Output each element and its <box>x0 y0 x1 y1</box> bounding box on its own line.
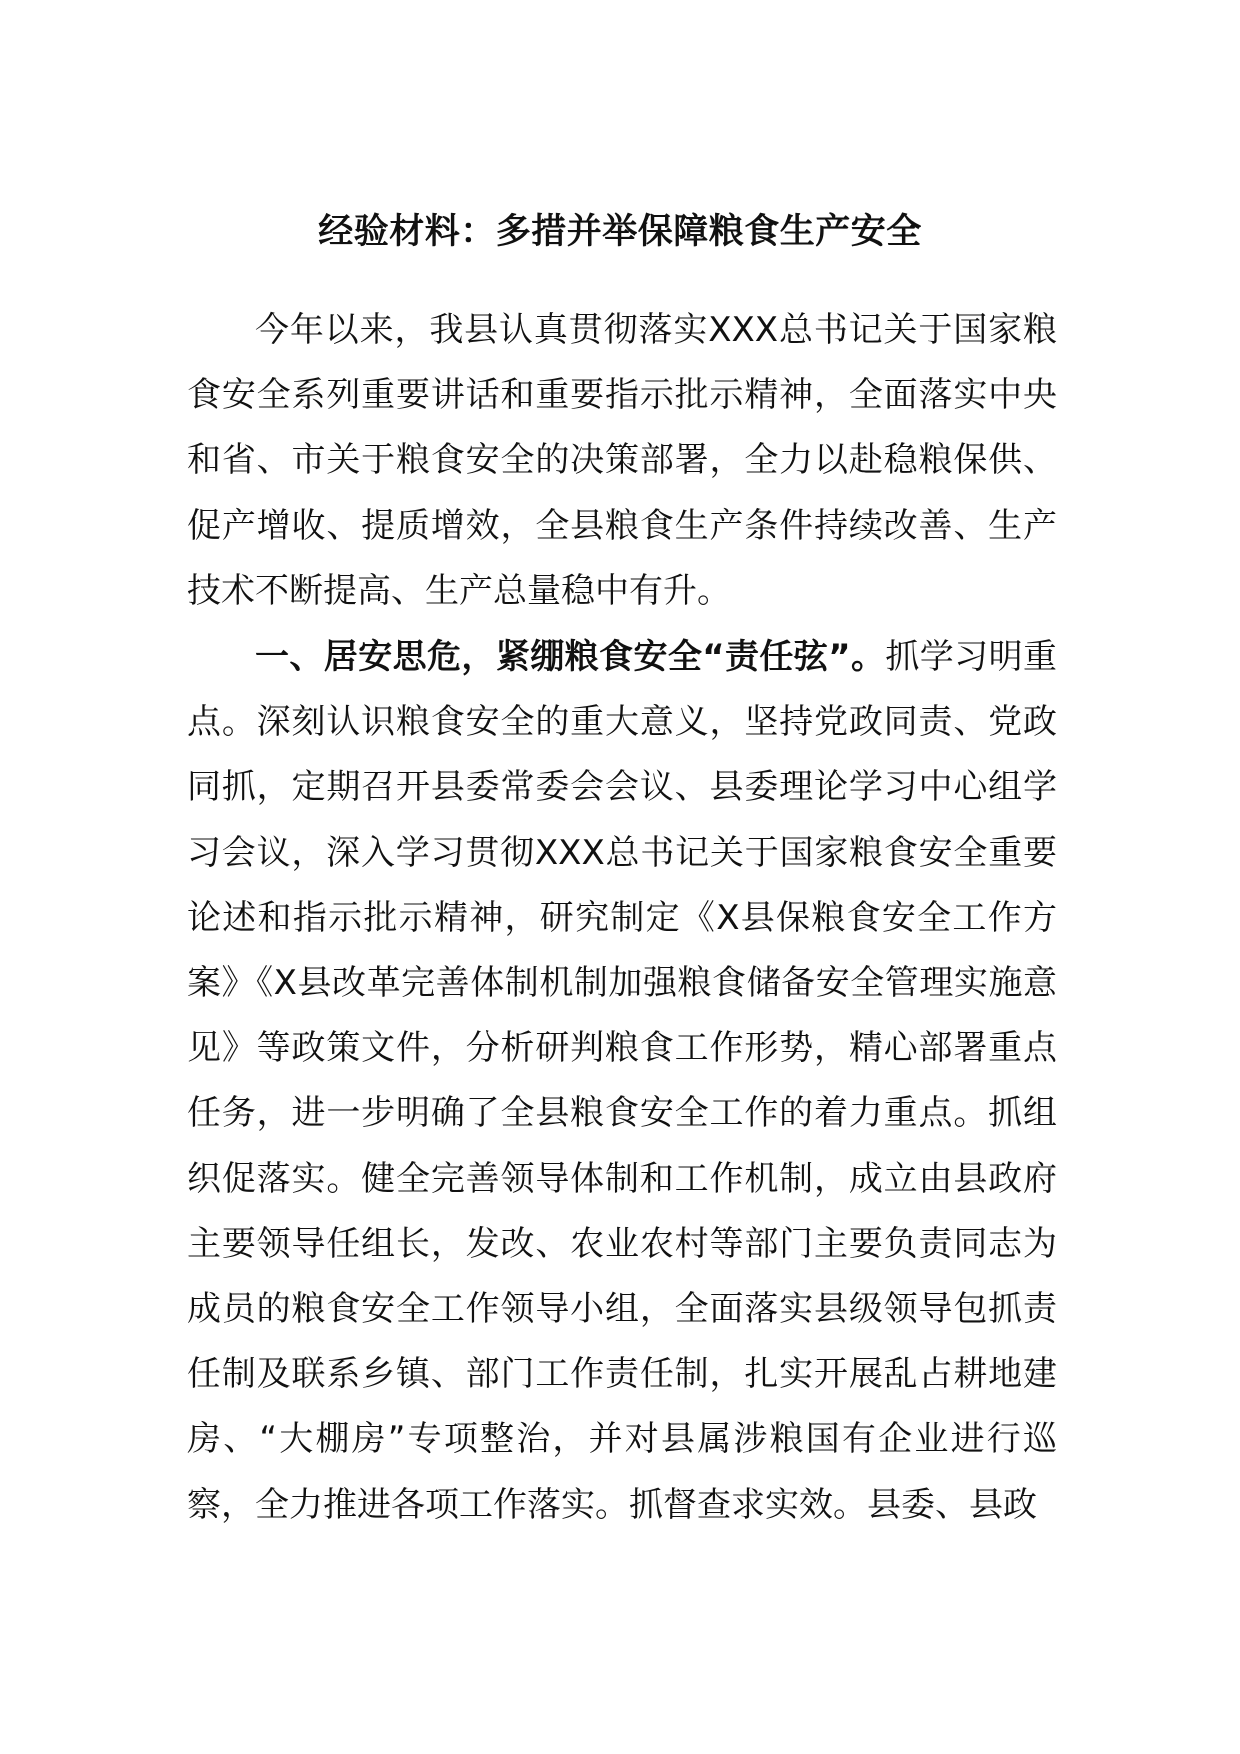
paragraph-intro-text: 今年以来，我县认真贯彻落实XXX总书记关于国家粮食安全系列重要讲话和重要指示批示精神，全面落实中央和省、市关于粮食安全的决策部署，全力以赴稳粮保供、促产增收、提质增效，全县粮食生产条件持续改善、生产技术不断提高、生产总量稳中有升。 <box>187 310 1057 611</box>
section-one-heading: 一、居安思危，紧绷粮食安全“责任弦”。 <box>255 637 886 677</box>
document-title: 经验材料：多措并举保障粮食生产安全 <box>318 212 922 252</box>
paragraph-section-one-text <box>187 625 1057 1538</box>
paragraph-intro <box>187 298 1057 624</box>
paragraph-section-one <box>187 625 1057 1538</box>
section-one-body: 抓学习明重点。深刻认识粮食安全的重大意义，坚持党政同责、党政同抓，定期召开县委常委会会议、县委理论学习中心组学习会议，深入学习贯彻XXX总书记关于国家粮食安全重要论述和指示批示精神，研究制定《X县保粮食安全工作方案》《X县改革完善体制机制加强粮食储备安全管理实施意见》等政策文件，分析研判粮食工作形势，精心部署重点任务，进一步明确了全县粮食安全工作的着力重点。抓组织促落实。健全完善领导体制和工作机制，成立由县政府主要领导任组长，发改、农业农村等部门主要负责同志为成员的粮食安全工作领导小组，全面落实县级领导包抓责任制及联系乡镇、部门工作责任制，扎实开展乱占耕地建房、“大棚房”专项整治，并对县属涉粮国有企业进行巡察，全力推进各项工作落实。抓督查求实效。县委、县政 <box>187 637 1057 1525</box>
